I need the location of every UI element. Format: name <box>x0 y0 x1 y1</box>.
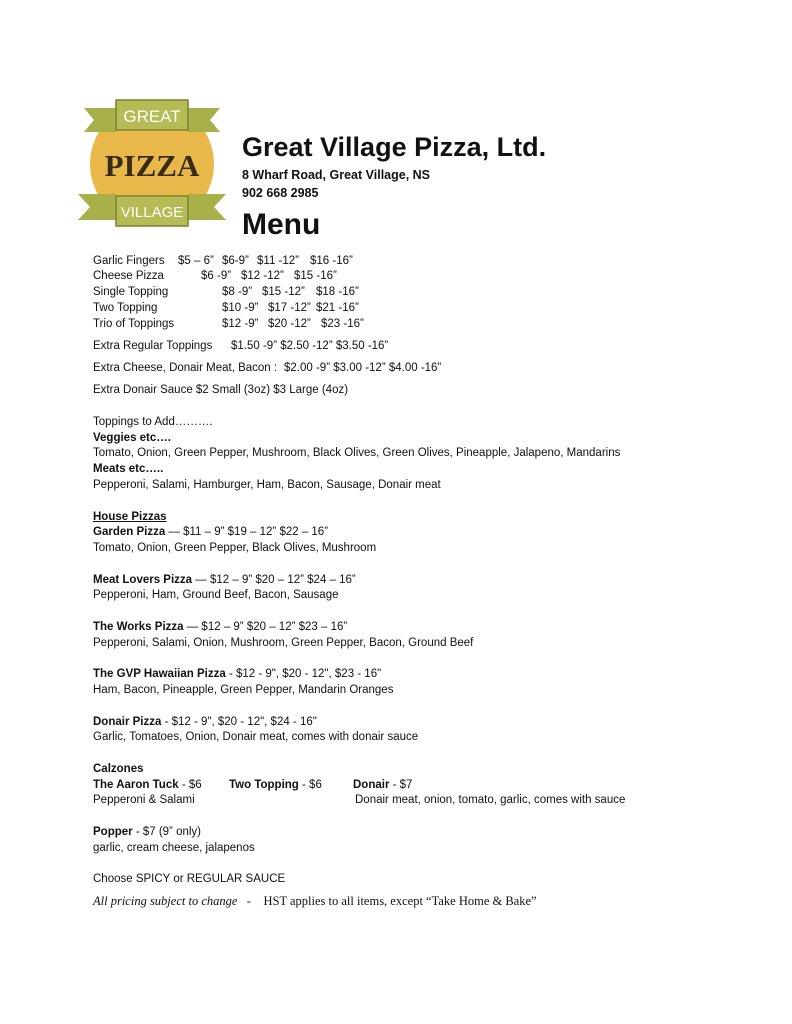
price-row-small: $5 – 6” <box>178 255 214 267</box>
house-pizza-desc: Pepperoni, Ham, Ground Beef, Bacon, Sausage <box>93 589 339 601</box>
price-row-16: $16 -16” <box>310 255 353 267</box>
logo-bottom-ribbon-tail-left <box>78 194 116 220</box>
price-row-item: Cheese Pizza <box>93 270 164 282</box>
calzone-price: - $6 <box>298 779 322 791</box>
price-row-12: $17 -12” <box>268 302 311 314</box>
calzone-name: The Aaron Tuck <box>93 779 179 791</box>
extra-cheese-label: Extra Cheese, Donair Meat, Bacon : <box>93 362 278 374</box>
price-row-item: Garlic Fingers <box>93 255 165 267</box>
calzone-name: Two Topping <box>229 779 299 791</box>
menu-title: Menu <box>242 208 321 241</box>
pricing-disclaimer: All pricing subject to change <box>93 894 238 908</box>
price-row-12: $11 -12” <box>257 255 299 267</box>
toppings-heading: Toppings to Add………. <box>93 416 213 428</box>
house-pizza-price: - $12 - 9", $20 - 12", $24 - 16" <box>161 716 317 728</box>
house-pizza-title <box>93 525 328 539</box>
house-pizza-title <box>93 667 381 681</box>
business-address: 8 Wharf Road, Great Village, NS <box>242 168 431 182</box>
business-phone: 902 668 2985 <box>242 186 319 200</box>
house-pizza-title <box>93 620 347 634</box>
calzone-aaron-tuck <box>93 778 202 792</box>
extra-cheese-prices: $2.00 -9” $3.00 -12” $4.00 -16” <box>284 362 442 374</box>
price-row-12: $20 -12” <box>268 318 311 330</box>
house-pizza-desc: Pepperoni, Salami, Onion, Mushroom, Green Pepper, Bacon, Ground Beef <box>93 637 474 649</box>
logo-middle-text: PIZZA <box>104 148 200 183</box>
price-row-12: $15 -12” <box>262 286 305 298</box>
house-pizza-price: - $12 - 9", $20 - 12", $23 - 16" <box>225 668 382 680</box>
calzone-price: - $7 <box>389 779 413 791</box>
logo-top-ribbon-tail-right <box>188 108 220 132</box>
house-pizza-price: — $12 – 9” $20 – 12” $23 – 16” <box>183 621 348 633</box>
price-row-16: $23 -16” <box>321 318 364 330</box>
popper-name: Popper <box>93 826 133 838</box>
popper-price: - $7 (9” only) <box>132 826 202 838</box>
house-pizza-desc: Tomato, Onion, Green Pepper, Black Olives, Mushroom <box>93 542 377 554</box>
house-pizza-name: The Works Pizza <box>93 621 184 633</box>
house-pizza-title <box>93 573 356 587</box>
extra-regular-prices: $1.50 -9” $2.50 -12” $3.50 -16” <box>231 340 389 352</box>
house-pizza-desc: Ham, Bacon, Pineapple, Green Pepper, Mandarin Oranges <box>93 684 394 696</box>
price-row-9: $10 -9” <box>222 302 259 314</box>
price-row-item: Single Topping <box>93 286 169 298</box>
popper-title <box>93 825 201 839</box>
veggies-label: Veggies etc…. <box>93 432 171 444</box>
calzone-price: - $6 <box>178 779 202 791</box>
business-name: Great Village Pizza, Ltd. <box>242 132 547 162</box>
logo-bottom-text: VILLAGE <box>120 204 184 221</box>
extra-donair-sauce: Extra Donair Sauce $2 Small (3oz) $3 Large (4oz) <box>93 384 349 396</box>
house-pizza-title <box>93 715 317 729</box>
calzone-two-topping <box>229 778 322 792</box>
price-row-16: $21 -16” <box>316 302 359 314</box>
house-pizza-price: — $12 – 9” $20 – 12” $24 – 16” <box>192 574 356 586</box>
price-row-9: $8 -9” <box>222 286 253 298</box>
logo-bottom-ribbon-tail-right <box>188 194 226 220</box>
popper-desc: garlic, cream cheese, jalapenos <box>93 842 255 854</box>
veggies-list: Tomato, Onion, Green Pepper, Mushroom, Black Olives, Green Olives, Pineapple, Jalapeno, Mandarins <box>93 447 621 459</box>
price-row-9: $6-9” <box>222 255 249 267</box>
house-pizza-price: — $11 – 9” $19 – 12” $22 – 16” <box>165 526 329 538</box>
meats-list: Pepperoni, Salami, Hamburger, Ham, Bacon, Sausage, Donair meat <box>93 479 441 491</box>
calzone-donair-desc: Donair meat, onion, tomato, garlic, comes with sauce <box>355 794 626 806</box>
footer-note <box>93 894 537 908</box>
price-row-16: $18 -16” <box>316 286 359 298</box>
hst-note: - HST applies to all items, except “Take Home & Bake” <box>237 894 537 908</box>
house-pizza-name: The GVP Hawaiian Pizza <box>93 668 226 680</box>
logo-top-text: GREAT <box>123 107 181 126</box>
house-pizza-name: Donair Pizza <box>93 716 162 728</box>
calzones-heading: Calzones <box>93 763 144 775</box>
house-pizza-desc: Garlic, Tomatoes, Onion, Donair meat, comes with donair sauce <box>93 731 419 743</box>
house-pizzas-heading: House Pizzas <box>93 511 167 523</box>
price-row-9: $6 -9” <box>201 270 232 282</box>
calzone-aaron-tuck-desc: Pepperoni & Salami <box>93 794 195 806</box>
calzone-name: Donair <box>353 779 390 791</box>
house-pizza-name: Garden Pizza <box>93 526 166 538</box>
price-row-16: $15 -16” <box>294 270 337 282</box>
price-row-12: $12 -12” <box>241 270 284 282</box>
price-row-item: Two Topping <box>93 302 158 314</box>
price-row-item: Trio of Toppings <box>93 318 175 330</box>
sauce-choice: Choose SPICY or REGULAR SAUCE <box>93 873 286 885</box>
price-row-9: $12 -9” <box>222 318 259 330</box>
calzone-donair <box>353 778 412 792</box>
house-pizza-name: Meat Lovers Pizza <box>93 574 193 586</box>
meats-label: Meats etc….. <box>93 463 164 475</box>
extra-regular-label: Extra Regular Toppings <box>93 340 213 352</box>
logo-top-ribbon-tail-left <box>84 108 116 132</box>
great-village-pizza-logo <box>76 96 228 236</box>
